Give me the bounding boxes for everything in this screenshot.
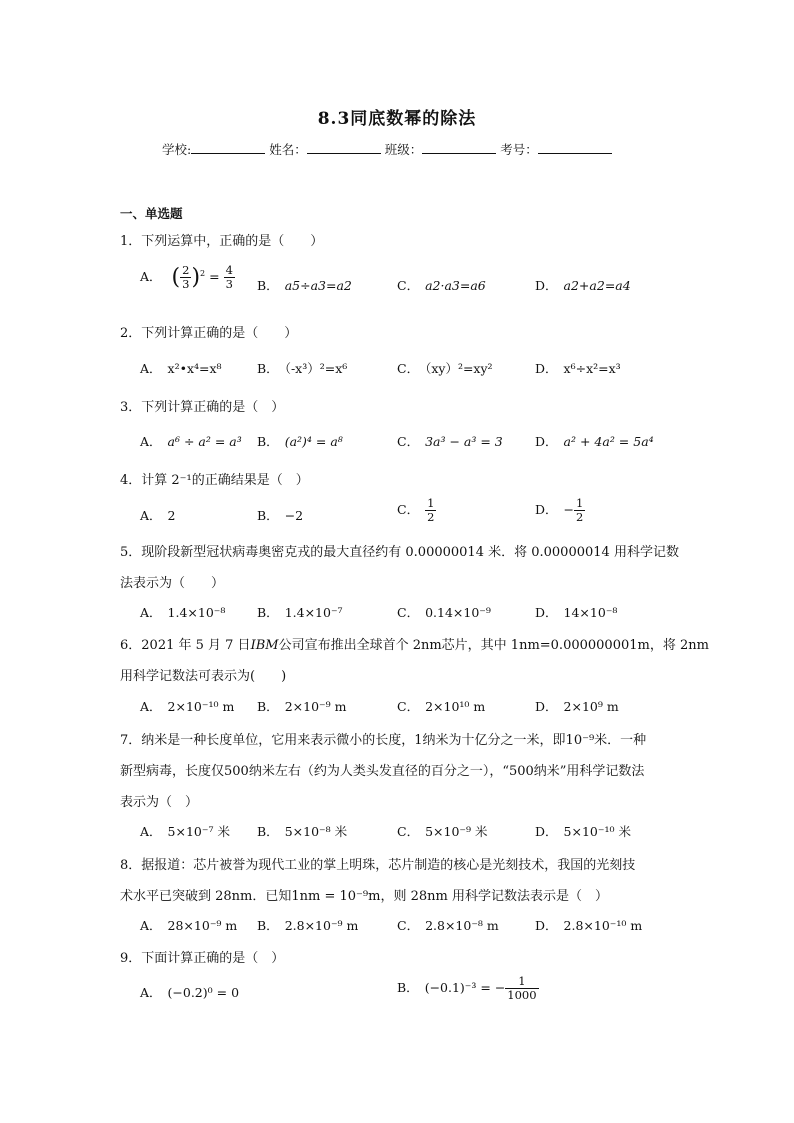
question-2-option-c: C． （xy）²=xy²	[397, 361, 493, 376]
question-7-option-a: A． 5×10⁻⁷ 米	[140, 824, 230, 839]
question-7-stem-line-1: 7．纳米是一种长度单位，它用来表示微小的长度，1纳米为十亿分之一米，即10⁻⁹米．一种	[120, 733, 647, 748]
question-7-stem-line-2: 新型病毒，长度仅500纳米左右（约为人类头发直径的百分之一），“500纳米”用科学记数法	[120, 764, 645, 779]
question-5-option-d: D． 14×10⁻⁸	[535, 605, 618, 620]
question-4-stem: 4．计算 2⁻¹的正确结果是（ ）	[120, 473, 309, 488]
question-9-option-a: A． (−0.2)⁰ = 0	[140, 985, 240, 1000]
question-1-option-a: A． ( $\frac{2}{3}$ )$^2$ = $\frac{4}{3}$	[140, 263, 233, 291]
question-7-option-b: B． 5×10⁻⁸ 米	[257, 824, 348, 839]
question-6-option-d: D． 2×10⁹ m	[535, 699, 619, 714]
question-5-option-c: C． 0.14×10⁻⁹	[397, 605, 491, 620]
question-5-stem-line-2: 法表示为（ ）	[120, 576, 225, 591]
question-6-stem-line-1: 6．2021 年 5 月 7 日IBM公司宣布推出全球首个 2nm芯片，其中 1nm=0.000000001m，将 2nm	[120, 638, 709, 653]
student-info-line	[162, 140, 612, 158]
question-6-option-a: A． 2×10⁻¹⁰ m	[140, 699, 235, 714]
question-1-option-b: B． a5÷a3=a2	[257, 278, 352, 293]
fraction: $\frac{4}{3}$	[225, 263, 233, 291]
question-4-option-c: C． $\frac{1}{2}$	[397, 496, 435, 524]
page-title: 8.3同底数幂的除法	[317, 109, 477, 129]
question-5-stem-line-1: 5．现阶段新型冠状病毒奥密克戎的最大直径约有 0.00000014 米．将 0.00000014 用科学记数	[120, 545, 679, 560]
school-field[interactable]	[191, 141, 265, 154]
question-5-option-a: A． 1.4×10⁻⁸	[140, 605, 226, 620]
question-8-option-b: B． 2.8×10⁻⁹ m	[257, 918, 359, 933]
question-2-option-b: B． （-x³）²=x⁶	[257, 361, 348, 376]
question-2-stem: 2．下列计算正确的是（ ）	[120, 326, 298, 341]
question-4-option-b: B． −2	[257, 508, 304, 523]
question-3-option-b: B． (a²)⁴ = a⁸	[257, 434, 343, 449]
name-label: 姓名：	[269, 142, 307, 157]
section-heading: 一、单选题	[120, 206, 183, 221]
number-field[interactable]	[538, 141, 612, 154]
question-7-option-c: C． 5×10⁻⁹ 米	[397, 824, 488, 839]
question-4-option-d: D． − $\frac{1}{2}$	[535, 496, 584, 524]
name-field[interactable]	[307, 141, 381, 154]
question-8-stem-line-1: 8．据报道：芯片被誉为现代工业的掌上明珠，芯片制造的核心是光刻技术，我国的光刻技	[120, 858, 636, 873]
fraction: $\frac{1}{1000}$	[507, 974, 537, 1002]
question-3-option-a: A． a⁶ ÷ a² = a³	[140, 434, 242, 449]
class-label: 班级：	[384, 142, 423, 157]
question-8-stem-line-2: 术水平已突破到 28nm．已知1nm = 10⁻⁹m，则 28nm 用科学记数法表示是（ ）	[120, 889, 608, 904]
question-5-option-b: B． 1.4×10⁻⁷	[257, 605, 343, 620]
question-8-option-a: A． 28×10⁻⁹ m	[140, 918, 238, 933]
question-4-option-a: A． 2	[140, 508, 176, 523]
question-3-option-d: D． a² + 4a² = 5a⁴	[535, 434, 654, 449]
question-9-option-b: B． (−0.1)⁻³ = − $\frac{1}{1000}$	[397, 974, 537, 1002]
question-2-option-d: D． x⁶÷x²=x³	[535, 361, 621, 376]
question-8-option-c: C． 2.8×10⁻⁸ m	[397, 918, 499, 933]
question-3-option-c: C． 3a³ − a³ = 3	[397, 434, 503, 449]
class-field[interactable]	[422, 141, 496, 154]
school-label: 学校:	[162, 142, 192, 157]
fraction: $\frac{1}{2}$	[576, 496, 584, 524]
question-1-stem: 1．下列运算中，正确的是（ ）	[120, 234, 324, 249]
question-7-stem-line-3: 表示为（ ）	[120, 795, 199, 810]
question-3-stem: 3．下列计算正确的是（ ）	[120, 400, 285, 415]
question-1-option-c: C． a2·a3=a6	[397, 278, 486, 293]
question-6-option-b: B． 2×10⁻⁹ m	[257, 699, 347, 714]
question-7-option-d: D． 5×10⁻¹⁰ 米	[535, 824, 631, 839]
question-9-stem: 9．下面计算正确的是（ ）	[120, 951, 285, 966]
question-6-option-c: C． 2×10¹⁰ m	[397, 699, 486, 714]
question-6-stem-line-2: 用科学记数法可表示为( )	[120, 669, 287, 684]
question-2-option-a: A． x²•x⁴=x⁸	[140, 361, 222, 376]
question-8-option-d: D． 2.8×10⁻¹⁰ m	[535, 918, 643, 933]
number-label: 考号：	[500, 142, 538, 157]
fraction: $\frac{2}{3}$	[182, 263, 190, 291]
fraction: $\frac{1}{2}$	[427, 496, 435, 524]
question-1-option-d: D． a2+a2=a4	[535, 278, 631, 293]
